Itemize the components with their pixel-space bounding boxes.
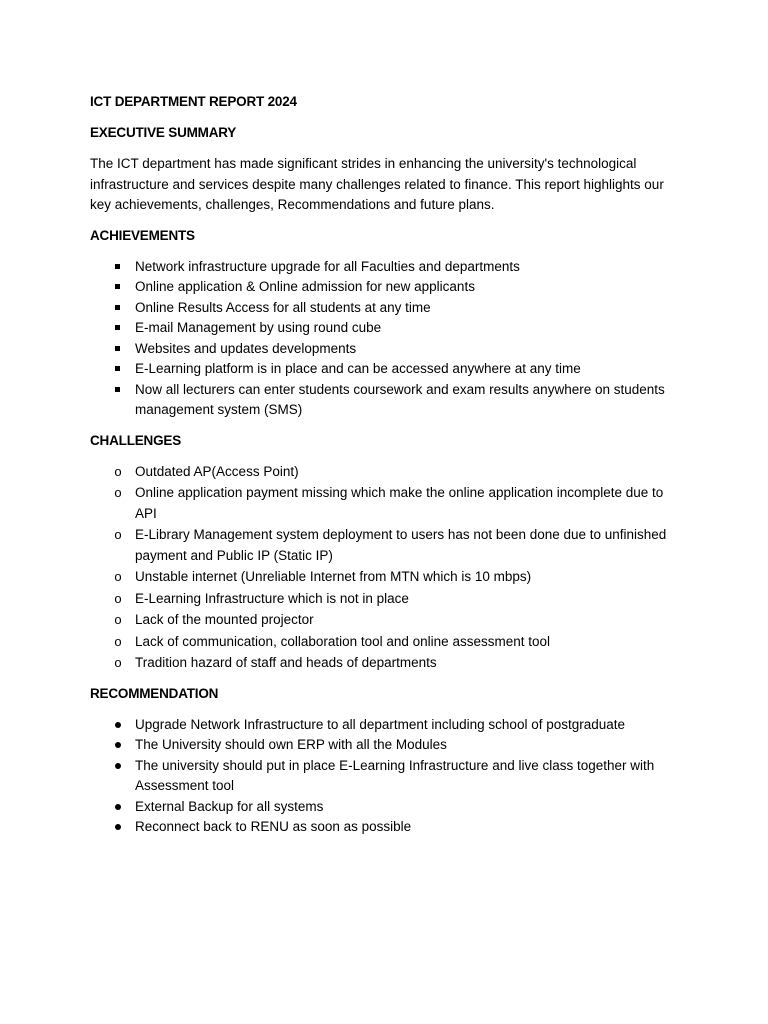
list-item: o Unstable internet (Unreliable Internet from MTN which is 10 mbps)	[90, 567, 680, 588]
challenges-heading: CHALLENGES	[90, 432, 182, 448]
executive-summary-text: The ICT department has made significant strides in enhancing the university's technological infrastructure and services despite many challenges related to finance. This report highlights our key achievements, challenges, Recommendations and future plans.	[90, 156, 664, 212]
list-item: Network infrastructure upgrade for all Faculties and departments	[135, 258, 520, 274]
list-item: o Tradition hazard of staff and heads of departments	[90, 653, 680, 674]
list-item: o E-Library Management system deployment to users has not been done due to unfinished payment and Public IP (Static IP)	[90, 525, 680, 566]
list-item: Websites and updates developments	[135, 340, 357, 356]
list-item: E-Learning platform is in place and can be accessed anywhere at any time	[135, 361, 581, 376]
circle-bullet-icon: o	[114, 463, 122, 479]
circle-bullet-icon: o	[114, 612, 122, 627]
report-page	[90, 92, 680, 838]
list-item: o Online application payment missing which make the online application incomplete due to API	[90, 483, 680, 524]
list-item: o E-Learning Infrastructure which is not in place	[90, 589, 680, 610]
list-item: Now all lecturers can enter students coursework and exam results anywhere on students management system (SMS)	[135, 381, 665, 417]
list-item: o Lack of the mounted projector	[90, 610, 680, 631]
list-item: Upgrade Network Infrastructure to all department including school of postgraduate	[135, 716, 626, 732]
circle-bullet-icon: o	[114, 485, 122, 500]
list-item: The University should own ERP with all the Modules	[135, 737, 447, 752]
recommendation-list	[90, 715, 680, 838]
recommendation-heading: RECOMMENDATION	[90, 685, 219, 701]
report-title: ICT DEPARTMENT REPORT 2024	[90, 94, 297, 109]
circle-bullet-icon: o	[114, 633, 122, 649]
achievements-heading: ACHIEVEMENTS	[90, 227, 195, 243]
achievements-list	[90, 257, 680, 421]
list-item: Reconnect back to RENU as soon as possible	[135, 819, 412, 834]
list-item: Online application & Online admission for new applicants	[135, 279, 475, 294]
list-item: o Lack of communication, collaboration tool and online assessment tool	[90, 632, 680, 653]
list-item: External Backup for all systems	[135, 798, 324, 814]
circle-bullet-icon: o	[114, 655, 122, 670]
executive-summary-heading: EXECUTIVE SUMMARY	[90, 125, 237, 140]
list-item: The university should put in place E-Learning Infrastructure and live class together with Assessment tool	[135, 757, 655, 793]
circle-bullet-icon: o	[114, 527, 122, 542]
challenges-list	[90, 462, 680, 674]
list-item: o Outdated AP(Access Point)	[90, 462, 680, 483]
circle-bullet-icon: o	[114, 569, 122, 584]
list-item: Online Results Access for all students at any time	[135, 299, 431, 315]
list-item: E-mail Management by using round cube	[135, 320, 382, 335]
circle-bullet-icon: o	[114, 590, 122, 606]
